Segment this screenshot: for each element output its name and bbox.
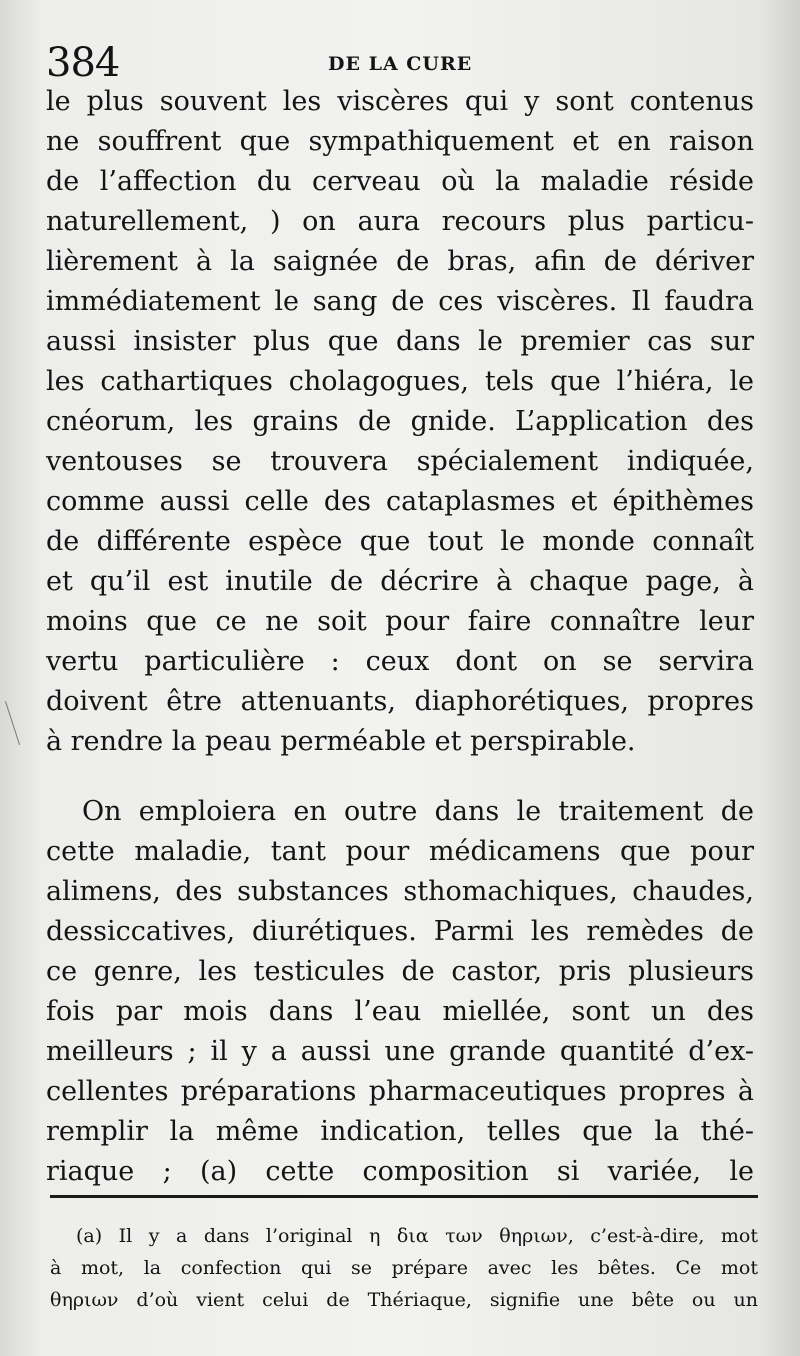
body-text [46, 82, 754, 1192]
text-line: les cathartiques cholagogues, tels que l’hiéra, le [46, 366, 754, 397]
text-line: cette maladie, tant pour médicamens que pour [46, 836, 754, 867]
text-line: aussi insister plus que dans le premier cas sur [46, 326, 754, 357]
text-line: moins que ce ne soit pour faire connaître leur [46, 606, 754, 637]
text-line: alimens, des substances sthomachiques, chaudes, [46, 876, 754, 907]
running-head: DE LA CURE [328, 53, 473, 75]
text-line: ce genre, les testicules de castor, pris plusieurs [46, 956, 754, 987]
text-line: doivent être attenuants, diaphorétiques, propres [46, 686, 754, 717]
text-line: comme aussi celle des cataplasmes et épithèmes [46, 486, 754, 517]
text-line: ventouses se trouvera spécialement indiquée, [46, 446, 754, 477]
text-line: cellentes préparations pharmaceutiques propres à [46, 1076, 754, 1107]
paragraph-2 [46, 792, 754, 1192]
text-line: lièrement à la saignée de bras, afin de dériver [46, 246, 754, 277]
text-line: à rendre la peau perméable et perspirable. [46, 726, 636, 757]
paragraph-gap [46, 762, 754, 792]
page-number: 384 [46, 40, 120, 86]
text-line: cnéorum, les grains de gnide. L’application des [46, 406, 754, 437]
paragraph-1 [46, 82, 754, 762]
text-line: remplir la même indication, telles que la thé- [46, 1116, 754, 1147]
text-line: naturellement, ) on aura recours plus particu- [46, 206, 754, 237]
text-line: et qu’il est inutile de décrire à chaque page, à [46, 566, 754, 597]
text-line: de l’affection du cerveau où la maladie réside [46, 166, 754, 197]
footnote-rule [50, 1195, 758, 1198]
text-line: vertu particulière : ceux dont on se servira [46, 646, 754, 677]
margin-pencil-mark [5, 701, 20, 745]
footnote [50, 1220, 758, 1316]
text-line: On emploiera en outre dans le traitement de [82, 796, 754, 827]
text-line: riaque ; (a) cette composition si variée, le [46, 1156, 754, 1187]
text-line: meilleurs ; il y a aussi une grande quantité d’ex- [46, 1036, 754, 1067]
text-line: immédiatement le sang de ces viscères. Il faudra [46, 286, 754, 317]
footnote-line: (a) Il y a dans l’original η δια των θηριων, c’est-à-dire, mot [76, 1225, 758, 1247]
text-line: ne souffrent que sympathiquement et en raison [46, 126, 754, 157]
footnote-line: à mot, la confection qui se prépare avec les bêtes. Ce mot [50, 1257, 758, 1279]
text-line: le plus souvent les viscères qui y sont contenus [46, 86, 754, 117]
text-line: de différente espèce que tout le monde connaît [46, 526, 754, 557]
text-line: dessiccatives, diurétiques. Parmi les remèdes de [46, 916, 754, 947]
text-line: fois par mois dans l’eau miellée, sont un des [46, 996, 754, 1027]
footnote-line: θηριων d’où vient celui de Thériaque, signifie une bête ou un [50, 1289, 758, 1311]
